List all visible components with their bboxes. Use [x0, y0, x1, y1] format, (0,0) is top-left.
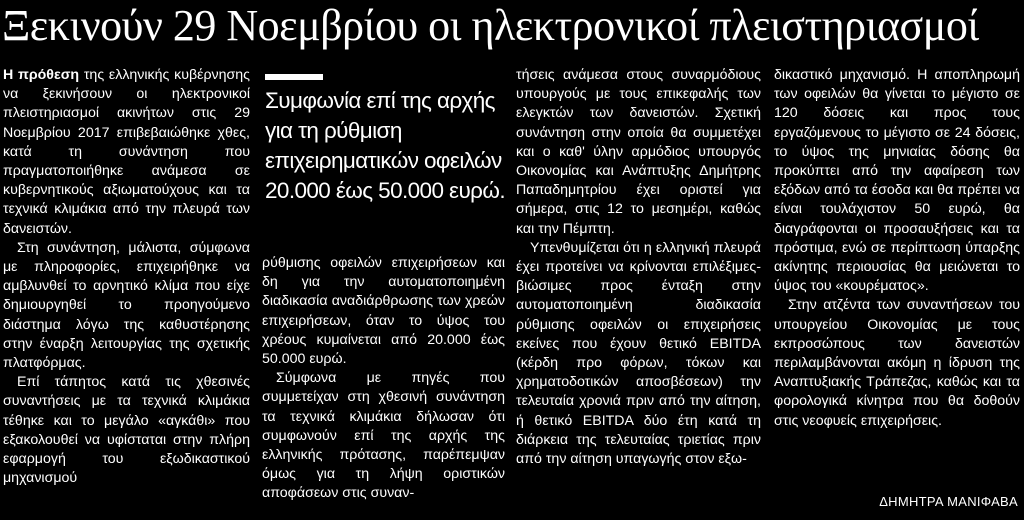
paragraph: δικαστικό μηχανισμό. Η αποπληρωμή των οφειλών θα γίνεται το μέγιστο σε 120 δόσεις και προς τους εργαζόμενους το μέγιστο σε 24 δόσεις, το ύψος της μηνιαίας δόσης θα προκύπτει από την αφαίρεση των εξόδων από τα έσοδα και θα πρέπει να είναι τουλάχιστον 50 ευρώ, θα διαγράφονται οι προσαυξήσεις και τα πρόστιμα, ενώ σε περίπτωση ύπαρξης ακίνητης περιουσίας θα μειώνεται το ύψος του «κουρέματος».: [774, 67, 1020, 295]
author-byline: ΔΗΜΗΤΡΑ ΜΑΝΙΦΑΒΑ: [879, 494, 1018, 509]
headline: Ξεκινούν 29 Νοεμβρίου οι ηλεκτρονικοί πλειστηριασμοί: [2, 1, 979, 50]
paragraph: Υπενθυμίζεται ότι η ελληνική πλευρά έχει προτείνει να κρίνονται επιλέξιμες-βιώσιμες προς ένταξη στην αυτοματοποιημένη διαδικασία ρύθμισης οφειλών οι επιχειρήσεις εκείνες που έχουν θετικό EBITDA (κέρδη προ φόρων, τόκων και χρηματοδοτικών αποσβέσεων) την τελευταία χρονιά πριν από την αίτηση, ή θετικό EBITDA δύο έτη κατά τη διάρκεια της τελευταίας τριετίας πριν από την αίτηση υπαγωγής στον εξω-: [516, 239, 761, 468]
article-column-4: [774, 66, 1020, 486]
subhead-rule: [265, 74, 323, 80]
paragraph: [3, 66, 250, 239]
paragraph: ρύθμισης οφειλών επιχειρήσεων και δη για την αυτοματοποιημένη διαδικασία αναδιάρθρωσης των χρεών επιχειρήσεων, όταν το ύψος του χρέους κυμαίνεται από 20.000 έως 50.000 ευρώ.: [262, 255, 505, 368]
paragraph: Στην ατζέντα των συναντήσεων του υπουργείου Οικονομίας με τους εκπροσώπους των δανειστών περιλαμβάνονται ακόμη η ίδρυση της Αναπτυξιακής Τράπεζας, καθώς και τα φορολογικά κίνητρα που θα δοθούν στις νεοφυείς επιχειρήσεις.: [774, 297, 1020, 429]
article-column-3: [516, 66, 761, 518]
paragraph: Στη συνάντηση, μάλιστα, σύμφωνα με πληροφορίες, επιχειρήθηκε να αμβλυνθεί το αρνητικό κλίμα που είχε δημιουργηθεί το προηγούμενο διάστημα λόγω της καθυστέρησης στην έναρξη λειτουργίας της σχετικής πλατφόρμας.: [3, 239, 250, 372]
subheadline: Συμφωνία επί της αρχής για τη ρύθμιση επιχειρηματικών οφειλών 20.000 έως 50.000 ευρώ.: [265, 88, 505, 203]
article-column-2: [262, 254, 505, 516]
paragraph: Σύμφωνα με πηγές που συμμετείχαν στη χθεσινή συνάντηση τα τεχνικά κλιμάκια δήλωσαν ότι συμφωνούν επί της αρχής της ελληνικής πρότασης, παρέπεμψαν όμως για τη λήψη οριστικών αποφάσεων στις συναν-: [262, 370, 505, 502]
paragraph: Επί τάπητος κατά τις χθεσινές συναντήσεις με τα τεχνικά κλιμάκια τέθηκε και το μεγάλο «αγκάθι» που εξακολουθεί να υφίσταται στην πλήρη εφαρμογή του εξωδικαστικού μηχανισμού: [3, 374, 250, 487]
lead-words: Η πρόθεση: [3, 67, 80, 83]
article-column-1: [3, 66, 250, 516]
paragraph: τήσεις ανάμεσα στους συναρμόδιους υπουργούς με τους επικεφαλής των ελεγκτών των δανειστών. Σχετική συνάντηση στην οποία θα συμμετέχει και ο καθ' ύλην αρμόδιος υπουργός Οικονομίας και Ανάπτυξης Δημήτρης Παπαδημητρίου έχει οριστεί για σήμερα, στις 12 το μεσημέρι, καθώς και την Πέμπτη.: [516, 67, 761, 237]
paragraph-text: της ελληνικής κυβέρνησης να ξεκινήσουν οι ηλεκτρονικοί πλειστηριασμοί ακινήτων στις 29 Νοεμβρίου 2017 επιβεβαιώθηκε χθες, κατά τη συνάντηση που πραγματοποιήθηκε ανάμεσα σε κυβερνητικούς αξιωματούχους και τα τεχνικά κλιμάκια από την πλευρά των δανειστών.: [3, 67, 250, 237]
